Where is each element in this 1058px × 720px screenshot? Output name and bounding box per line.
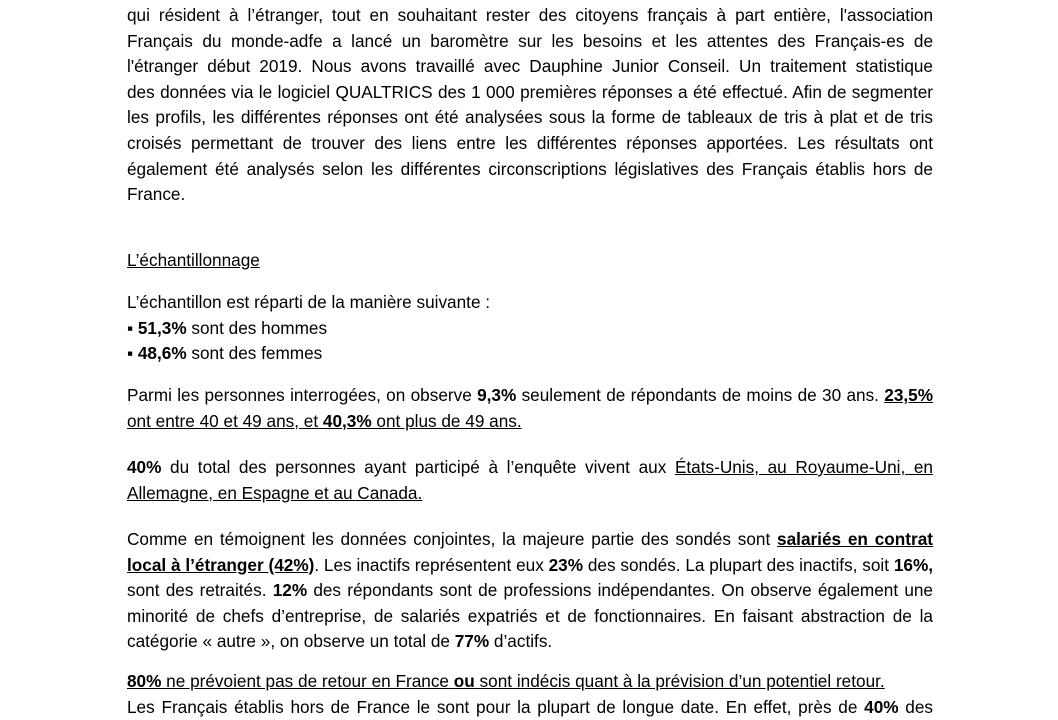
ages-text: Parmi les personnes interrogées, on observe	[127, 385, 478, 405]
countries-list: États-Unis, au Royaume-Uni, en	[674, 457, 933, 477]
return-text: des	[898, 696, 933, 717]
intro-line: des données via le logiciel QUALTRICS des 1 000 premières réponses a été effectué. Afin de segmenter	[127, 81, 933, 102]
countries-text: du total des personnes ayant participé à l’enquête vivent aux	[161, 457, 675, 477]
sample-paragraph	[127, 290, 933, 367]
independent-value: 12%	[272, 580, 308, 601]
status-text: des répondants sont de professions indépendantes. On observe également une	[307, 580, 933, 601]
men-value: 51,3%	[137, 317, 187, 338]
intro-line: les profils, les différentes réponses ont été analysées sous la forme de tableaux de tris à plat et de tris	[127, 107, 933, 128]
ages-text: seulement de répondants de moins de 30 ans.	[516, 385, 885, 405]
intro-line: qui résident à l’étranger, tout en souhaitant rester des citoyens français à part entière, l'association	[127, 5, 933, 25]
intro-line: Français du monde-adfe a lancé un baromètre sur les besoins et les attentes des Français-es de	[127, 30, 933, 51]
ages-text: ont entre 40 et 49 ans, et	[127, 410, 323, 431]
countries-paragraph	[127, 455, 933, 506]
intro-line: également été analysés selon les différentes circonscriptions législatives des Français établis hors de	[127, 158, 933, 179]
status-text: minorité de chefs d’entreprise, de salariés expatriés et de fonctionnaires. En faisant abstraction de la	[127, 605, 933, 626]
return-text: Les Français établis hors de France le sont pour la plupart de longue date. En effet, près de	[127, 696, 865, 717]
longterm-value: 40%	[864, 696, 899, 717]
return-emphasis: ou	[453, 671, 475, 691]
active-value: 77%	[454, 631, 490, 652]
return-value: 80%	[127, 671, 162, 691]
bullet-icon: ▪	[127, 343, 134, 364]
return-text: ne prévoient pas de retour en France	[161, 671, 454, 691]
women-value: 48,6%	[137, 343, 187, 364]
return-text: sont indécis quant à la prévision d’un potentiel retour.	[474, 671, 885, 691]
intro-line: l'étranger début 2019. Nous avons travaillé avec Dauphine Junior Conseil. Un traitement statistique	[127, 56, 933, 77]
section-title: L’échantillonnage	[127, 250, 260, 270]
status-paragraph	[127, 527, 933, 655]
intro-last-line: France.	[127, 184, 186, 205]
list-item-men	[127, 316, 933, 342]
men-text: sont des hommes	[186, 317, 328, 338]
ages-value-over-49: 40,3%	[322, 410, 372, 431]
ages-text: ont plus de 49 ans.	[371, 410, 522, 431]
ages-value-40-49: 23,5%	[884, 385, 933, 405]
return-paragraph	[127, 669, 933, 720]
status-emphasis: local à l’étranger (42%)	[127, 554, 315, 575]
list-item-women	[127, 341, 933, 367]
section-heading	[127, 248, 933, 274]
status-emphasis: salariés en contrat	[777, 529, 933, 549]
bullet-icon: ▪	[127, 317, 134, 338]
status-text: des sondés. La plupart des inactifs, soit	[583, 554, 894, 575]
sample-intro: L’échantillon est réparti de la manière suivante :	[127, 292, 491, 312]
status-text: catégorie « autre », on observe un total de	[127, 631, 455, 652]
status-text: Comme en témoignent les données conjointes, la majeure partie des sondés sont	[127, 529, 778, 549]
inactive-value: 23%	[548, 554, 584, 575]
intro-line: croisés permettant de trouver des liens entre les différentes réponses apportées. Les résultats ont	[127, 132, 933, 153]
intro-paragraph	[127, 3, 933, 208]
retired-value: 16%,	[893, 554, 934, 575]
status-text: . Les inactifs représentent eux	[314, 554, 549, 575]
countries-list-end: Allemagne, en Espagne et au Canada.	[127, 482, 423, 503]
women-text: sont des femmes	[186, 343, 323, 364]
status-text: d’actifs.	[489, 631, 553, 652]
ages-value-under-30: 9,3%	[477, 385, 517, 405]
countries-value: 40%	[127, 457, 162, 477]
ages-paragraph	[127, 383, 933, 434]
status-text: sont des retraités.	[127, 580, 273, 601]
